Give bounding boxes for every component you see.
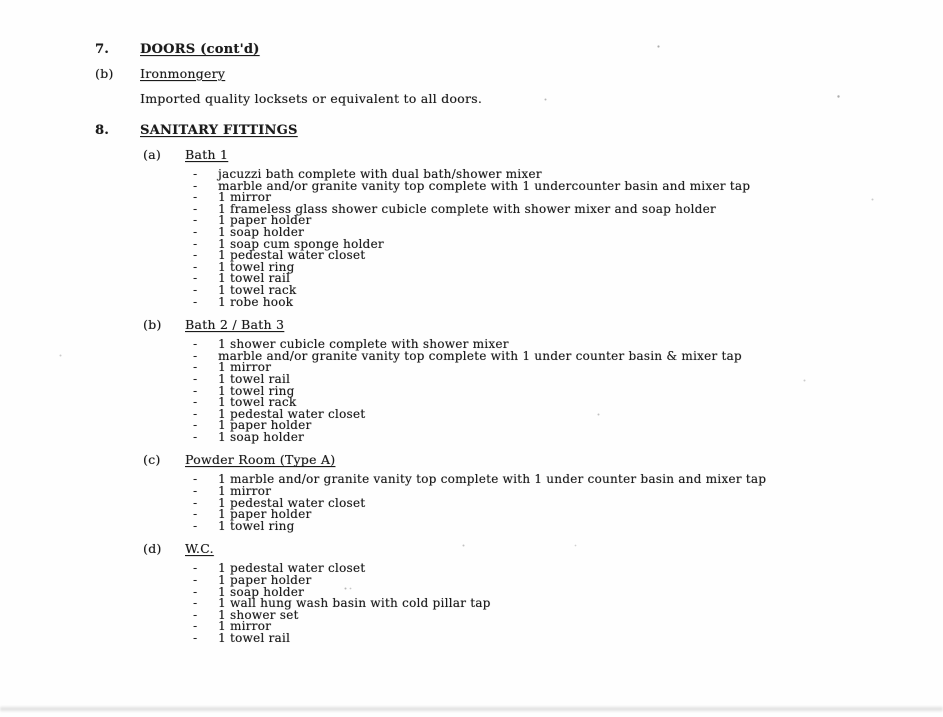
list-item-text: 1 towel rail	[218, 271, 291, 286]
subsection	[95, 541, 915, 644]
subsection-label: (b)	[143, 317, 162, 333]
list-item	[193, 362, 915, 374]
subsection-header	[143, 317, 915, 332]
list-item	[193, 178, 915, 193]
subsection-header	[95, 66, 915, 81]
list-item-dash: -	[193, 518, 198, 533]
subsection-title: W.C.	[185, 541, 214, 557]
subsection	[95, 452, 915, 532]
list-item-dash: -	[193, 495, 198, 510]
list-item-text: 1 paper holder	[218, 573, 312, 588]
subsection-title: Bath 1	[185, 147, 229, 162]
list-item-text: 1 frameless glass shower cubicle complete with shower mixer and soap holder	[218, 201, 716, 216]
list-item-text: 1 paper holder	[218, 418, 312, 433]
list-item	[193, 250, 915, 262]
list-item-text: 1 soap holder	[218, 429, 305, 444]
list-item-dash: -	[193, 190, 198, 205]
section-header	[95, 42, 915, 57]
subsection-paragraph: Imported quality locksets or equivalent to all doors.	[140, 91, 483, 106]
list-item-text: 1 marble and/or granite vanity top complete with 1 under counter basin and mixer tap	[218, 472, 767, 487]
list-item-dash: -	[193, 429, 198, 444]
list-item	[193, 598, 915, 610]
list-item-text: 1 robe hook	[218, 294, 294, 309]
list-item-text: 1 mirror	[218, 190, 272, 205]
list-item-dash: -	[193, 213, 198, 228]
list-item-text: 1 towel ring	[218, 383, 295, 398]
list-item-dash: -	[193, 631, 198, 645]
list-item-dash: -	[193, 224, 198, 239]
list-item-dash: -	[193, 507, 198, 522]
item-list	[193, 169, 915, 308]
list-item-dash: -	[193, 418, 198, 433]
subsection-label: (a)	[143, 147, 161, 162]
section-number: 8.	[95, 123, 110, 138]
list-item-text: 1 pedestal water closet	[218, 495, 366, 510]
scan-edge-shadow	[0, 707, 943, 711]
list-item-text: 1 paper holder	[218, 213, 312, 228]
section	[95, 123, 915, 645]
list-item	[193, 273, 915, 285]
subsection-title: Bath 2 / Bath 3	[185, 317, 285, 333]
document-content	[95, 42, 915, 645]
section-number: 7.	[95, 42, 110, 57]
section	[95, 42, 915, 106]
list-item	[193, 282, 915, 297]
section-title: DOORS (cont'd)	[140, 42, 260, 57]
scan-noise-specks	[0, 0, 1, 1]
list-item-dash: -	[193, 596, 198, 611]
list-item	[193, 607, 915, 622]
list-item-dash: -	[193, 406, 198, 421]
list-item	[193, 509, 915, 521]
list-item-text: 1 soap cum sponge holder	[218, 236, 384, 251]
list-item	[193, 518, 915, 533]
list-item-text: 1 wall hung wash basin with cold pillar tap	[218, 596, 491, 611]
list-item	[193, 259, 915, 274]
list-item-text: 1 shower set	[218, 607, 299, 622]
list-item-dash: -	[193, 561, 198, 576]
list-item-text: marble and/or granite vanity top complete with 1 undercounter basin and mixer tap	[218, 178, 751, 193]
subsection-title: Ironmongery	[140, 66, 226, 81]
list-item-dash: -	[193, 395, 198, 410]
list-item	[193, 474, 915, 486]
list-item-dash: -	[193, 360, 198, 375]
list-item-text: 1 mirror	[218, 619, 272, 634]
list-item-text: 1 towel rack	[218, 282, 297, 297]
list-item-text: 1 mirror	[218, 360, 272, 375]
list-item	[193, 621, 915, 633]
list-item-text: 1 mirror	[218, 484, 272, 499]
list-item-text: 1 pedestal water closet	[218, 248, 366, 263]
list-item-dash: -	[193, 201, 198, 216]
subsection-header	[143, 452, 915, 467]
subsection-label: (b)	[95, 66, 114, 81]
subsection-header	[143, 147, 915, 162]
list-item-text: 1 towel rail	[218, 371, 291, 386]
subsection-label: (d)	[143, 541, 162, 557]
list-item	[193, 348, 915, 363]
item-list	[193, 339, 915, 443]
list-item-dash: -	[193, 294, 198, 309]
list-item-dash: -	[193, 584, 198, 599]
list-item-dash: -	[193, 484, 198, 499]
list-item-text: 1 soap holder	[218, 224, 305, 239]
list-item-text: jacuzzi bath complete with dual bath/shower mixer	[218, 167, 542, 181]
subsection-header	[143, 541, 915, 556]
subsection	[95, 317, 915, 443]
list-item-text: 1 towel rack	[218, 395, 297, 410]
list-item-dash: -	[193, 178, 198, 193]
list-item-text: 1 shower cubicle complete with shower mixer	[218, 337, 509, 352]
list-item-dash: -	[193, 282, 198, 297]
list-item	[193, 294, 915, 309]
item-list	[193, 563, 915, 644]
list-item-text: 1 soap holder	[218, 584, 305, 599]
list-item-dash: -	[193, 607, 198, 622]
list-item-dash: -	[193, 271, 198, 286]
list-item-text: 1 towel rail	[218, 631, 291, 645]
list-item-text: 1 paper holder	[218, 507, 312, 522]
list-item-dash: -	[193, 573, 198, 588]
subsection	[95, 66, 915, 106]
list-item-dash: -	[193, 619, 198, 634]
list-item-dash: -	[193, 236, 198, 251]
list-item-dash: -	[193, 383, 198, 398]
list-item-text: 1 pedestal water closet	[218, 406, 366, 421]
list-item-text: marble and/or granite vanity top complete with 1 under counter basin & mixer tap	[218, 348, 742, 363]
list-item	[193, 429, 915, 444]
list-item-dash: -	[193, 167, 198, 181]
list-item	[193, 371, 915, 386]
subsection-label: (c)	[143, 452, 161, 468]
list-item-dash: -	[193, 371, 198, 386]
section-header	[95, 123, 915, 138]
list-item-text: 1 towel ring	[218, 518, 295, 533]
subsection-title: Powder Room (Type A)	[185, 452, 336, 468]
subsection	[95, 147, 915, 308]
list-item-text: 1 towel ring	[218, 259, 295, 274]
list-item	[193, 383, 915, 398]
list-item-text: 1 pedestal water closet	[218, 561, 366, 576]
list-item-dash: -	[193, 248, 198, 263]
list-item-dash: -	[193, 348, 198, 363]
list-item	[193, 633, 915, 645]
list-item-dash: -	[193, 472, 198, 487]
item-list	[193, 474, 915, 532]
list-item-dash: -	[193, 337, 198, 352]
list-item-dash: -	[193, 259, 198, 274]
section-title: SANITARY FITTINGS	[140, 123, 298, 138]
